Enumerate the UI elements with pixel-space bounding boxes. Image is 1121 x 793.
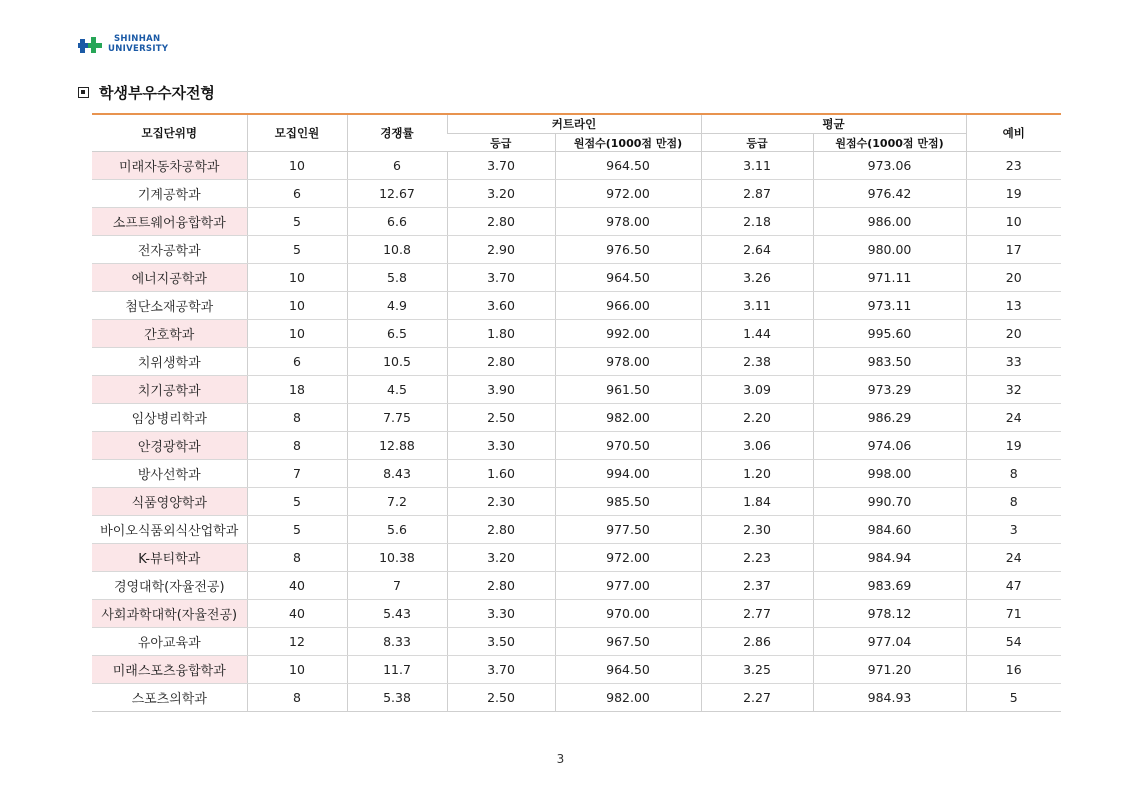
section-heading — [78, 82, 215, 103]
cell-average-grade: 1.44 — [701, 320, 813, 348]
cell-average-grade: 2.18 — [701, 208, 813, 236]
table-row — [92, 404, 1061, 432]
col-average-score: 원점수(1000점 만점) — [813, 134, 966, 152]
cell-average-grade: 2.20 — [701, 404, 813, 432]
cell-average-grade: 2.87 — [701, 180, 813, 208]
cell-reserve: 13 — [966, 292, 1061, 320]
cell-quota: 10 — [247, 264, 347, 292]
cell-cutline-score: 964.50 — [555, 264, 701, 292]
cell-cutline-grade: 2.50 — [447, 404, 555, 432]
cell-average-score: 998.00 — [813, 460, 966, 488]
cell-average-grade: 3.09 — [701, 376, 813, 404]
table-row — [92, 544, 1061, 572]
cell-average-grade: 3.25 — [701, 656, 813, 684]
cell-cutline-grade: 3.70 — [447, 656, 555, 684]
cell-ratio: 10.5 — [347, 348, 447, 376]
section-title: 학생부우수자전형 — [99, 84, 215, 102]
cell-quota: 18 — [247, 376, 347, 404]
cell-reserve: 54 — [966, 628, 1061, 656]
cell-reserve: 23 — [966, 152, 1061, 180]
cell-unit-name: 치기공학과 — [92, 376, 247, 404]
table-row — [92, 460, 1061, 488]
cell-reserve: 20 — [966, 264, 1061, 292]
cell-ratio: 10.8 — [347, 236, 447, 264]
cell-ratio: 8.33 — [347, 628, 447, 656]
cell-cutline-grade: 3.90 — [447, 376, 555, 404]
cell-quota: 40 — [247, 572, 347, 600]
cell-unit-name: 방사선학과 — [92, 460, 247, 488]
cell-quota: 5 — [247, 488, 347, 516]
cell-cutline-grade: 2.80 — [447, 516, 555, 544]
cell-cutline-score: 961.50 — [555, 376, 701, 404]
cell-ratio: 6 — [347, 152, 447, 180]
cell-ratio: 6.6 — [347, 208, 447, 236]
cell-cutline-grade: 1.60 — [447, 460, 555, 488]
table-header — [92, 114, 1061, 152]
cell-cutline-score: 977.00 — [555, 572, 701, 600]
cell-ratio: 4.9 — [347, 292, 447, 320]
cell-average-grade: 2.64 — [701, 236, 813, 264]
table-row — [92, 208, 1061, 236]
col-group-cutline: 커트라인 — [447, 114, 701, 134]
table-row — [92, 628, 1061, 656]
cell-quota: 10 — [247, 320, 347, 348]
cell-unit-name: 에너지공학과 — [92, 264, 247, 292]
cell-unit-name: 안경광학과 — [92, 432, 247, 460]
table-row — [92, 320, 1061, 348]
cell-unit-name: 전자공학과 — [92, 236, 247, 264]
cell-quota: 10 — [247, 292, 347, 320]
cell-ratio: 12.88 — [347, 432, 447, 460]
cell-cutline-score: 977.50 — [555, 516, 701, 544]
cell-cutline-grade: 3.60 — [447, 292, 555, 320]
col-quota: 모집인원 — [247, 114, 347, 152]
cell-cutline-score: 985.50 — [555, 488, 701, 516]
cell-quota: 8 — [247, 684, 347, 712]
cell-ratio: 12.67 — [347, 180, 447, 208]
table-row — [92, 516, 1061, 544]
cell-ratio: 5.8 — [347, 264, 447, 292]
cell-cutline-grade: 2.80 — [447, 208, 555, 236]
col-cutline-score: 원점수(1000점 만점) — [555, 134, 701, 152]
cell-quota: 8 — [247, 404, 347, 432]
col-group-average: 평균 — [701, 114, 966, 134]
cell-cutline-score: 970.00 — [555, 600, 701, 628]
cell-average-grade: 2.37 — [701, 572, 813, 600]
cell-average-score: 984.60 — [813, 516, 966, 544]
col-average-grade: 등급 — [701, 134, 813, 152]
cell-average-score: 971.11 — [813, 264, 966, 292]
cell-unit-name: 첨단소재공학과 — [92, 292, 247, 320]
cell-cutline-score: 982.00 — [555, 404, 701, 432]
cell-ratio: 4.5 — [347, 376, 447, 404]
cell-average-grade: 1.20 — [701, 460, 813, 488]
table-row — [92, 292, 1061, 320]
cell-average-grade: 2.30 — [701, 516, 813, 544]
col-unit-name: 모집단위명 — [92, 114, 247, 152]
table-row — [92, 488, 1061, 516]
cell-average-score: 973.06 — [813, 152, 966, 180]
cell-reserve: 24 — [966, 544, 1061, 572]
square-bullet-icon — [78, 87, 89, 98]
table-row — [92, 656, 1061, 684]
cell-quota: 5 — [247, 516, 347, 544]
logo-line2: UNIVERSITY — [108, 44, 169, 54]
cell-ratio: 6.5 — [347, 320, 447, 348]
cell-average-score: 995.60 — [813, 320, 966, 348]
cell-unit-name: 기계공학과 — [92, 180, 247, 208]
cell-cutline-score: 994.00 — [555, 460, 701, 488]
table-row — [92, 572, 1061, 600]
cell-quota: 12 — [247, 628, 347, 656]
cell-average-score: 978.12 — [813, 600, 966, 628]
page-number: 3 — [556, 752, 565, 766]
cell-cutline-score: 978.00 — [555, 348, 701, 376]
cell-average-score: 984.93 — [813, 684, 966, 712]
cell-average-grade: 2.77 — [701, 600, 813, 628]
cell-unit-name: 임상병리학과 — [92, 404, 247, 432]
cell-ratio: 7.75 — [347, 404, 447, 432]
logo-line1: SHINHAN — [114, 34, 161, 44]
cell-cutline-score: 978.00 — [555, 208, 701, 236]
cell-unit-name: 치위생학과 — [92, 348, 247, 376]
cell-ratio: 5.6 — [347, 516, 447, 544]
cell-cutline-score: 964.50 — [555, 656, 701, 684]
cell-cutline-score: 970.50 — [555, 432, 701, 460]
cell-average-score: 983.69 — [813, 572, 966, 600]
cell-quota: 8 — [247, 544, 347, 572]
cell-average-grade: 2.38 — [701, 348, 813, 376]
cell-average-score: 983.50 — [813, 348, 966, 376]
cell-reserve: 19 — [966, 432, 1061, 460]
cell-cutline-grade: 2.80 — [447, 348, 555, 376]
table-body — [92, 152, 1061, 712]
table-row — [92, 348, 1061, 376]
cell-cutline-grade: 1.80 — [447, 320, 555, 348]
cell-ratio: 7.2 — [347, 488, 447, 516]
cell-reserve: 20 — [966, 320, 1061, 348]
cell-cutline-score: 992.00 — [555, 320, 701, 348]
cell-unit-name: 스포츠의학과 — [92, 684, 247, 712]
cell-reserve: 5 — [966, 684, 1061, 712]
cell-cutline-grade: 2.80 — [447, 572, 555, 600]
cell-reserve: 32 — [966, 376, 1061, 404]
cell-reserve: 17 — [966, 236, 1061, 264]
cell-cutline-grade: 3.30 — [447, 600, 555, 628]
shinhan-logo-icon — [78, 35, 104, 55]
cell-quota: 10 — [247, 152, 347, 180]
col-reserve: 예비 — [966, 114, 1061, 152]
cell-cutline-score: 964.50 — [555, 152, 701, 180]
cell-average-grade: 3.06 — [701, 432, 813, 460]
cell-reserve: 8 — [966, 460, 1061, 488]
cell-quota: 10 — [247, 656, 347, 684]
table-row — [92, 432, 1061, 460]
cell-cutline-grade: 3.20 — [447, 180, 555, 208]
cell-ratio: 5.38 — [347, 684, 447, 712]
cell-reserve: 24 — [966, 404, 1061, 432]
cell-cutline-grade: 2.50 — [447, 684, 555, 712]
admission-results-table — [92, 113, 1061, 712]
cell-average-score: 974.06 — [813, 432, 966, 460]
cell-unit-name: 미래자동차공학과 — [92, 152, 247, 180]
cell-cutline-score: 972.00 — [555, 544, 701, 572]
cell-quota: 6 — [247, 348, 347, 376]
cell-average-score: 984.94 — [813, 544, 966, 572]
cell-quota: 5 — [247, 208, 347, 236]
table-row — [92, 376, 1061, 404]
cell-cutline-score: 966.00 — [555, 292, 701, 320]
cell-reserve: 19 — [966, 180, 1061, 208]
table-row — [92, 236, 1061, 264]
table-row — [92, 264, 1061, 292]
cell-ratio: 5.43 — [347, 600, 447, 628]
cell-unit-name: 간호학과 — [92, 320, 247, 348]
cell-average-grade: 2.23 — [701, 544, 813, 572]
cell-unit-name: 경영대학(자율전공) — [92, 572, 247, 600]
table-row — [92, 180, 1061, 208]
cell-average-grade: 3.11 — [701, 292, 813, 320]
cell-ratio: 7 — [347, 572, 447, 600]
cell-cutline-grade: 2.90 — [447, 236, 555, 264]
logo-wordmark — [108, 34, 168, 54]
cell-unit-name: 사회과학대학(자율전공) — [92, 600, 247, 628]
cell-reserve: 71 — [966, 600, 1061, 628]
cell-quota: 6 — [247, 180, 347, 208]
cell-unit-name: 식품영양학과 — [92, 488, 247, 516]
cell-cutline-grade: 2.30 — [447, 488, 555, 516]
cell-unit-name: 바이오식품외식산업학과 — [92, 516, 247, 544]
table-row — [92, 600, 1061, 628]
cell-reserve: 16 — [966, 656, 1061, 684]
cell-average-score: 973.11 — [813, 292, 966, 320]
cell-cutline-grade: 3.70 — [447, 152, 555, 180]
cell-unit-name: 소프트웨어융합학과 — [92, 208, 247, 236]
cell-quota: 7 — [247, 460, 347, 488]
cell-average-score: 973.29 — [813, 376, 966, 404]
cell-average-grade: 2.86 — [701, 628, 813, 656]
cell-reserve: 47 — [966, 572, 1061, 600]
cell-reserve: 10 — [966, 208, 1061, 236]
table-row — [92, 152, 1061, 180]
cell-quota: 8 — [247, 432, 347, 460]
cell-average-score: 977.04 — [813, 628, 966, 656]
cell-cutline-score: 972.00 — [555, 180, 701, 208]
cell-cutline-grade: 3.50 — [447, 628, 555, 656]
cell-average-grade: 1.84 — [701, 488, 813, 516]
table-row — [92, 684, 1061, 712]
col-competition-ratio: 경쟁률 — [347, 114, 447, 152]
cell-average-score: 990.70 — [813, 488, 966, 516]
cell-ratio: 10.38 — [347, 544, 447, 572]
cell-cutline-grade: 3.30 — [447, 432, 555, 460]
cell-unit-name: K-뷰티학과 — [92, 544, 247, 572]
cell-unit-name: 유아교육과 — [92, 628, 247, 656]
cell-average-grade: 3.26 — [701, 264, 813, 292]
col-cutline-grade: 등급 — [447, 134, 555, 152]
cell-cutline-grade: 3.20 — [447, 544, 555, 572]
cell-reserve: 8 — [966, 488, 1061, 516]
cell-quota: 40 — [247, 600, 347, 628]
cell-average-score: 980.00 — [813, 236, 966, 264]
cell-average-score: 971.20 — [813, 656, 966, 684]
cell-ratio: 11.7 — [347, 656, 447, 684]
cell-average-grade: 3.11 — [701, 152, 813, 180]
cell-average-score: 976.42 — [813, 180, 966, 208]
cell-cutline-score: 976.50 — [555, 236, 701, 264]
cell-average-grade: 2.27 — [701, 684, 813, 712]
cell-average-score: 986.29 — [813, 404, 966, 432]
cell-quota: 5 — [247, 236, 347, 264]
cell-average-score: 986.00 — [813, 208, 966, 236]
cell-cutline-score: 967.50 — [555, 628, 701, 656]
university-logo — [78, 33, 178, 57]
cell-cutline-score: 982.00 — [555, 684, 701, 712]
cell-cutline-grade: 3.70 — [447, 264, 555, 292]
cell-ratio: 8.43 — [347, 460, 447, 488]
cell-reserve: 3 — [966, 516, 1061, 544]
cell-unit-name: 미래스포츠융합학과 — [92, 656, 247, 684]
cell-reserve: 33 — [966, 348, 1061, 376]
